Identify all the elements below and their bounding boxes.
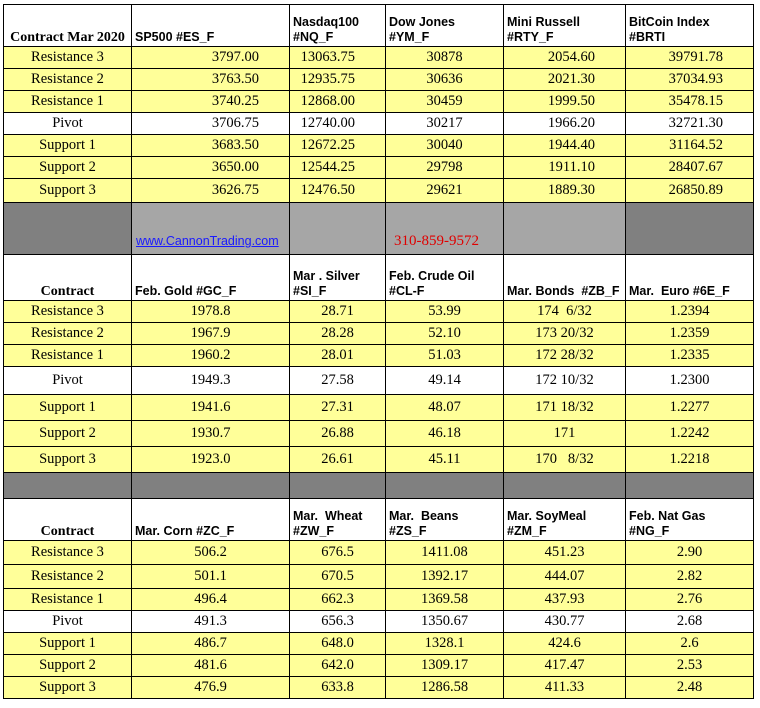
value-cell: 1978.8 bbox=[132, 301, 290, 323]
row-support-3 bbox=[4, 677, 754, 699]
row-pivot bbox=[4, 367, 754, 395]
value-cell: 174 6/32 bbox=[504, 301, 626, 323]
value-cell: 2.82 bbox=[626, 565, 754, 589]
value-cell: 1.2242 bbox=[626, 421, 754, 447]
header-col3: Dow Jones #YM_F bbox=[386, 5, 504, 47]
value-cell: 28.71 bbox=[290, 301, 386, 323]
row-resistance-1 bbox=[4, 589, 754, 611]
value-cell: 430.77 bbox=[504, 611, 626, 633]
row-label: Resistance 1 bbox=[4, 589, 132, 611]
value-cell: 32721.30 bbox=[626, 113, 754, 135]
header-col2: Mar. Wheat #ZW_F bbox=[290, 499, 386, 541]
header-col4: Mar. Bonds #ZB_F bbox=[504, 255, 626, 301]
header-col4: Mini Russell #RTY_F bbox=[504, 5, 626, 47]
value-cell: 486.7 bbox=[132, 633, 290, 655]
value-cell: 2.68 bbox=[626, 611, 754, 633]
separator-cell bbox=[290, 473, 386, 499]
row-support-2 bbox=[4, 655, 754, 677]
value-cell: 26.88 bbox=[290, 421, 386, 447]
value-cell: 173 20/32 bbox=[504, 323, 626, 345]
value-cell: 662.3 bbox=[290, 589, 386, 611]
value-cell: 481.6 bbox=[132, 655, 290, 677]
row-support-1 bbox=[4, 395, 754, 421]
value-cell: 1328.1 bbox=[386, 633, 504, 655]
row-label: Resistance 2 bbox=[4, 565, 132, 589]
value-cell: 30040 bbox=[386, 135, 504, 157]
row-pivot bbox=[4, 611, 754, 633]
separator-cell bbox=[626, 473, 754, 499]
value-cell: 444.07 bbox=[504, 565, 626, 589]
row-label: Pivot bbox=[4, 611, 132, 633]
header-col3: Mar. Beans #ZS_F bbox=[386, 499, 504, 541]
row-support-1 bbox=[4, 633, 754, 655]
value-cell: 656.3 bbox=[290, 611, 386, 633]
value-cell: 1911.10 bbox=[504, 157, 626, 179]
value-cell: 27.58 bbox=[290, 367, 386, 395]
value-cell: 633.8 bbox=[290, 677, 386, 699]
value-cell: 30217 bbox=[386, 113, 504, 135]
row-label: Support 1 bbox=[4, 633, 132, 655]
header-col1: SP500 #ES_F bbox=[132, 5, 290, 47]
value-cell: 506.2 bbox=[132, 541, 290, 565]
separator-cell bbox=[4, 473, 132, 499]
value-cell: 411.33 bbox=[504, 677, 626, 699]
value-cell: 45.11 bbox=[386, 447, 504, 473]
value-cell: 172 10/32 bbox=[504, 367, 626, 395]
row-label: Resistance 2 bbox=[4, 323, 132, 345]
row-label: Resistance 3 bbox=[4, 541, 132, 565]
value-cell: 437.93 bbox=[504, 589, 626, 611]
value-cell: 26850.89 bbox=[626, 179, 754, 203]
header-col2: Mar . Silver #SI_F bbox=[290, 255, 386, 301]
website-link[interactable]: www.CannonTrading.com bbox=[136, 234, 279, 248]
row-support-1 bbox=[4, 135, 754, 157]
value-cell: 3797.00 bbox=[132, 47, 290, 69]
row-label: Resistance 3 bbox=[4, 47, 132, 69]
header-col3: Feb. Crude Oil #CL-F bbox=[386, 255, 504, 301]
row-resistance-2 bbox=[4, 323, 754, 345]
row-pivot bbox=[4, 113, 754, 135]
value-cell: 1966.20 bbox=[504, 113, 626, 135]
value-cell: 1.2277 bbox=[626, 395, 754, 421]
value-cell: 12740.00 bbox=[290, 113, 386, 135]
value-cell: 1411.08 bbox=[386, 541, 504, 565]
row-resistance-3 bbox=[4, 301, 754, 323]
value-cell: 12935.75 bbox=[290, 69, 386, 91]
value-cell: 46.18 bbox=[386, 421, 504, 447]
value-cell: 1286.58 bbox=[386, 677, 504, 699]
value-cell: 1944.40 bbox=[504, 135, 626, 157]
header-col1: Mar. Corn #ZC_F bbox=[132, 499, 290, 541]
value-cell: 29798 bbox=[386, 157, 504, 179]
value-cell: 2.53 bbox=[626, 655, 754, 677]
value-cell: 12476.50 bbox=[290, 179, 386, 203]
value-cell: 26.61 bbox=[290, 447, 386, 473]
value-cell: 29621 bbox=[386, 179, 504, 203]
value-cell: 28.01 bbox=[290, 345, 386, 367]
value-cell: 1923.0 bbox=[132, 447, 290, 473]
value-cell: 1999.50 bbox=[504, 91, 626, 113]
header-contract: Contract bbox=[4, 255, 132, 301]
value-cell: 2.76 bbox=[626, 589, 754, 611]
value-cell: 3706.75 bbox=[132, 113, 290, 135]
separator-cell bbox=[626, 203, 754, 255]
value-cell: 1392.17 bbox=[386, 565, 504, 589]
value-cell: 1960.2 bbox=[132, 345, 290, 367]
row-label: Resistance 1 bbox=[4, 345, 132, 367]
pivot-table bbox=[3, 4, 754, 699]
value-cell: 31164.52 bbox=[626, 135, 754, 157]
value-cell: 171 18/32 bbox=[504, 395, 626, 421]
row-resistance-2 bbox=[4, 565, 754, 589]
row-label: Support 1 bbox=[4, 395, 132, 421]
value-cell: 30878 bbox=[386, 47, 504, 69]
value-cell: 52.10 bbox=[386, 323, 504, 345]
header-col5: Feb. Nat Gas #NG_F bbox=[626, 499, 754, 541]
row-label: Support 3 bbox=[4, 179, 132, 203]
value-cell: 676.5 bbox=[290, 541, 386, 565]
separator-row bbox=[4, 473, 754, 499]
row-label: Pivot bbox=[4, 113, 132, 135]
phone-cell bbox=[386, 203, 504, 255]
value-cell: 35478.15 bbox=[626, 91, 754, 113]
value-cell: 1369.58 bbox=[386, 589, 504, 611]
value-cell: 491.3 bbox=[132, 611, 290, 633]
value-cell: 424.6 bbox=[504, 633, 626, 655]
separator-cell bbox=[504, 203, 626, 255]
value-cell: 3626.75 bbox=[132, 179, 290, 203]
row-support-3 bbox=[4, 447, 754, 473]
row-label: Support 2 bbox=[4, 421, 132, 447]
row-label: Support 2 bbox=[4, 655, 132, 677]
phone-number: 310-859-9572 bbox=[394, 233, 479, 249]
row-resistance-2 bbox=[4, 69, 754, 91]
value-cell: 501.1 bbox=[132, 565, 290, 589]
row-label: Resistance 2 bbox=[4, 69, 132, 91]
value-cell: 3683.50 bbox=[132, 135, 290, 157]
value-cell: 28.28 bbox=[290, 323, 386, 345]
row-label: Resistance 3 bbox=[4, 301, 132, 323]
value-cell: 30459 bbox=[386, 91, 504, 113]
value-cell: 1949.3 bbox=[132, 367, 290, 395]
value-cell: 12868.00 bbox=[290, 91, 386, 113]
value-cell: 2.90 bbox=[626, 541, 754, 565]
header-col2: Nasdaq100 #NQ_F bbox=[290, 5, 386, 47]
header-col1: Feb. Gold #GC_F bbox=[132, 255, 290, 301]
row-label: Pivot bbox=[4, 367, 132, 395]
value-cell: 3650.00 bbox=[132, 157, 290, 179]
value-cell: 170 8/32 bbox=[504, 447, 626, 473]
value-cell: 476.9 bbox=[132, 677, 290, 699]
value-cell: 28407.67 bbox=[626, 157, 754, 179]
value-cell: 2021.30 bbox=[504, 69, 626, 91]
header-col5: Mar. Euro #6E_F bbox=[626, 255, 754, 301]
header-row-2 bbox=[4, 255, 754, 301]
header-contract: Contract bbox=[4, 499, 132, 541]
row-resistance-1 bbox=[4, 345, 754, 367]
row-label: Resistance 1 bbox=[4, 91, 132, 113]
header-row-3 bbox=[4, 499, 754, 541]
value-cell: 1.2335 bbox=[626, 345, 754, 367]
value-cell: 1.2300 bbox=[626, 367, 754, 395]
value-cell: 12672.25 bbox=[290, 135, 386, 157]
value-cell: 2054.60 bbox=[504, 47, 626, 69]
value-cell: 30636 bbox=[386, 69, 504, 91]
header-col4: Mar. SoyMeal #ZM_F bbox=[504, 499, 626, 541]
value-cell: 49.14 bbox=[386, 367, 504, 395]
value-cell: 1941.6 bbox=[132, 395, 290, 421]
row-support-2 bbox=[4, 157, 754, 179]
value-cell: 648.0 bbox=[290, 633, 386, 655]
value-cell: 2.48 bbox=[626, 677, 754, 699]
value-cell: 1.2394 bbox=[626, 301, 754, 323]
row-label: Support 3 bbox=[4, 677, 132, 699]
value-cell: 27.31 bbox=[290, 395, 386, 421]
row-resistance-1 bbox=[4, 91, 754, 113]
value-cell: 417.47 bbox=[504, 655, 626, 677]
value-cell: 2.6 bbox=[626, 633, 754, 655]
website-cell bbox=[132, 203, 290, 255]
value-cell: 172 28/32 bbox=[504, 345, 626, 367]
separator-cell bbox=[132, 473, 290, 499]
value-cell: 1889.30 bbox=[504, 179, 626, 203]
row-resistance-3 bbox=[4, 541, 754, 565]
value-cell: 1.2218 bbox=[626, 447, 754, 473]
value-cell: 53.99 bbox=[386, 301, 504, 323]
header-row-1 bbox=[4, 5, 754, 47]
row-support-3 bbox=[4, 179, 754, 203]
separator-cell bbox=[386, 473, 504, 499]
value-cell: 496.4 bbox=[132, 589, 290, 611]
value-cell: 1350.67 bbox=[386, 611, 504, 633]
value-cell: 13063.75 bbox=[290, 47, 386, 69]
value-cell: 12544.25 bbox=[290, 157, 386, 179]
value-cell: 451.23 bbox=[504, 541, 626, 565]
value-cell: 48.07 bbox=[386, 395, 504, 421]
value-cell: 3763.50 bbox=[132, 69, 290, 91]
pivot-levels-document bbox=[3, 4, 754, 699]
separator-cell bbox=[504, 473, 626, 499]
header-contract: Contract Mar 2020 bbox=[4, 5, 132, 47]
value-cell: 1930.7 bbox=[132, 421, 290, 447]
value-cell: 1967.9 bbox=[132, 323, 290, 345]
value-cell: 1309.17 bbox=[386, 655, 504, 677]
value-cell: 3740.25 bbox=[132, 91, 290, 113]
row-label: Support 1 bbox=[4, 135, 132, 157]
value-cell: 39791.78 bbox=[626, 47, 754, 69]
value-cell: 37034.93 bbox=[626, 69, 754, 91]
row-label: Support 2 bbox=[4, 157, 132, 179]
header-col5: BitCoin Index #BRTI bbox=[626, 5, 754, 47]
value-cell: 642.0 bbox=[290, 655, 386, 677]
row-support-2 bbox=[4, 421, 754, 447]
value-cell: 1.2359 bbox=[626, 323, 754, 345]
row-resistance-3 bbox=[4, 47, 754, 69]
row-label: Support 3 bbox=[4, 447, 132, 473]
value-cell: 171 bbox=[504, 421, 626, 447]
separator-cell bbox=[4, 203, 132, 255]
contact-separator-row bbox=[4, 203, 754, 255]
separator-cell bbox=[290, 203, 386, 255]
value-cell: 670.5 bbox=[290, 565, 386, 589]
value-cell: 51.03 bbox=[386, 345, 504, 367]
